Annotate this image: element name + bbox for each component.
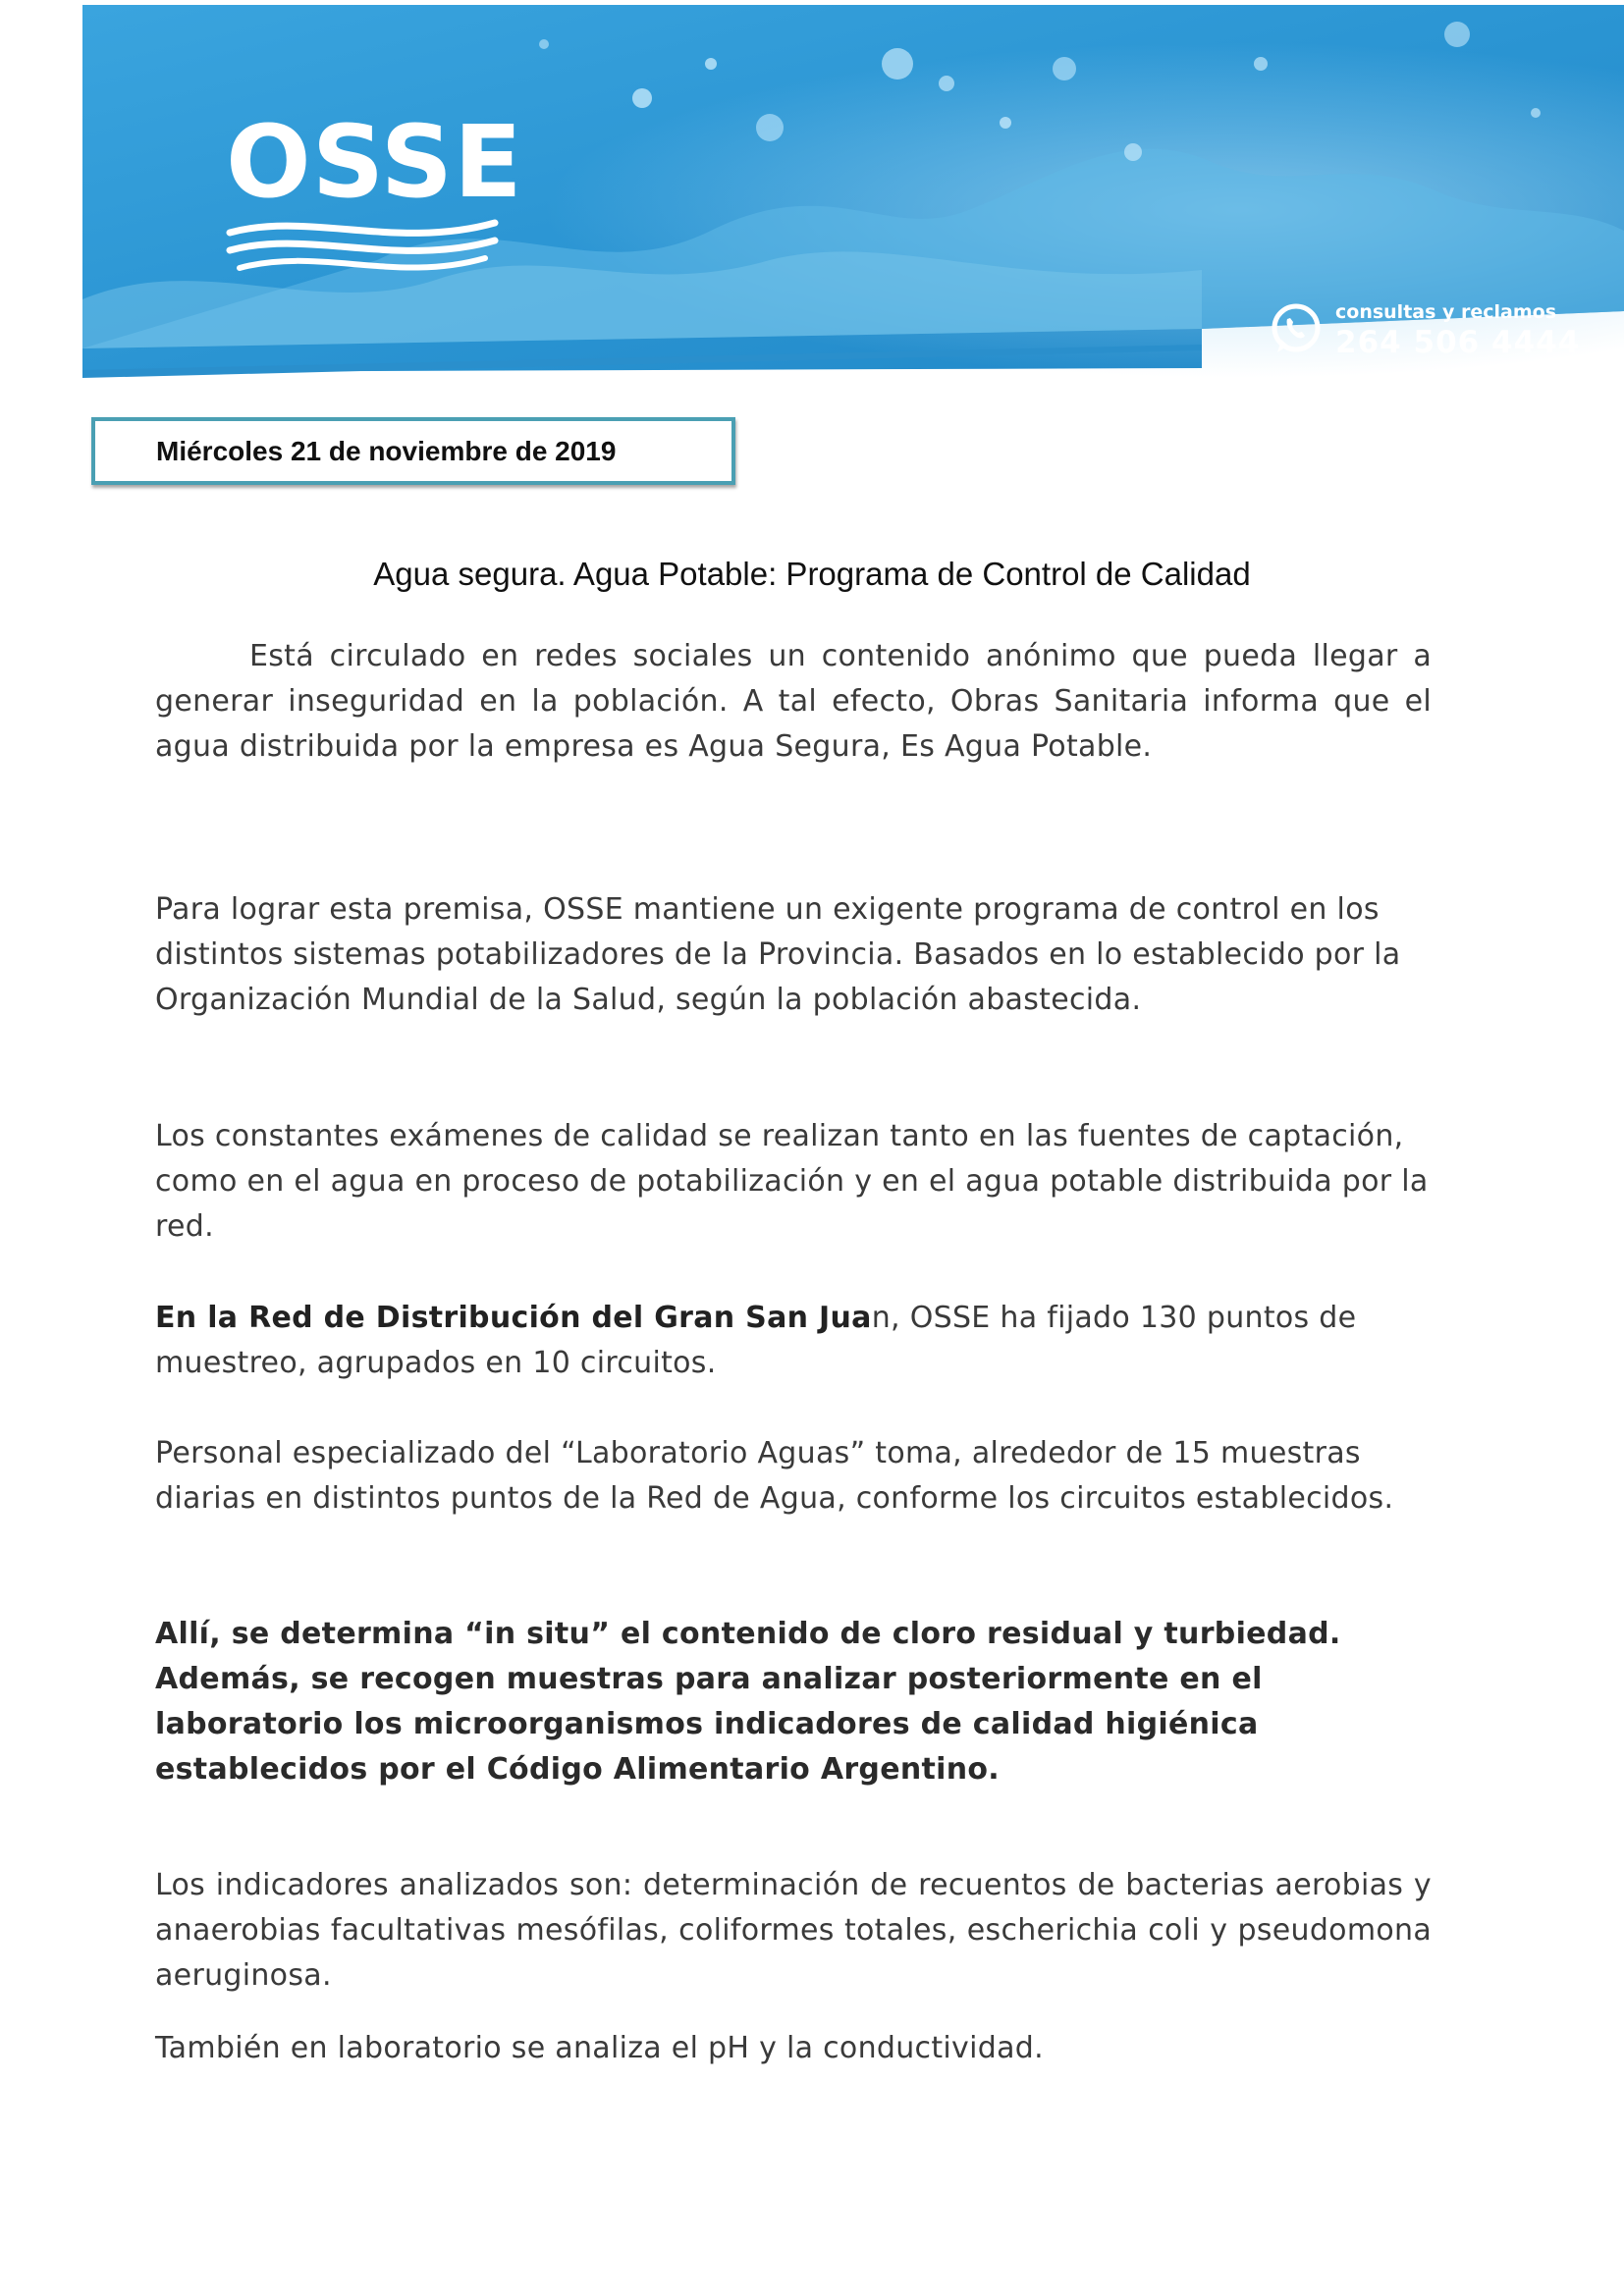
paragraph-7: Los indicadores analizados son: determinación de recuentos de bacterias aerobias y anaerobias facultativas mesófilas, coliformes totales, escherichia coli y pseudomona aeruginosa. <box>155 1868 1432 1993</box>
osse-logo: OSSE <box>226 104 523 221</box>
paragraph-1: Está circulado en redes sociales un contenido anónimo que pueda llegar a generar inseguridad en la población. A tal efecto, Obras Sanitaria informa que el agua distribuida por la empresa es Agua Segura, Es Agua Potable. <box>155 639 1432 764</box>
paragraph-4 <box>155 1296 1432 1386</box>
header-banner <box>82 5 1624 380</box>
date-box <box>91 417 735 485</box>
contact-label: consultas y reclamos <box>1335 301 1557 323</box>
paragraph-4-rest: n, OSSE ha fijado 130 puntos de muestreo, agrupados en 10 circuitos. <box>155 1301 1357 1380</box>
paragraph-6: Allí, se determina “in situ” el contenido de cloro residual y turbiedad. Además, se recogen muestras para analizar posteriormente en el laboratorio los microorganismos indicadores de calidad higiénica establecidos por el Código Alimentario Argentino. <box>155 1617 1341 1787</box>
paragraph-4-bold: En la Red de Distribución del Gran San Jua <box>155 1301 872 1335</box>
phone-number: 264 506 4444 <box>1335 325 1581 360</box>
paragraph-2: Para lograr esta premisa, OSSE mantiene un exigente programa de control en los distintos sistemas potabilizadores de la Provincia. Basados en lo establecido por la Organización Mundial de la Salud, según la población abastecida. <box>155 892 1401 1017</box>
contact-block <box>1269 297 1624 370</box>
whatsapp-icon <box>1269 301 1324 356</box>
document-title: Agua segura. Agua Potable: Programa de Control de Calidad <box>373 556 1251 592</box>
date-text: Miércoles 21 de noviembre de 2019 <box>156 435 617 466</box>
paragraph-5: Personal especializado del “Laboratorio Aguas” toma, alrededor de 15 muestras diarias en distintos puntos de la Red de Agua, conforme los circuitos establecidos. <box>155 1436 1394 1516</box>
paragraph-8: También en laboratorio se analiza el pH y la conductividad. <box>155 2031 1044 2065</box>
paragraph-3: Los constantes exámenes de calidad se realizan tanto en las fuentes de captación, como en el agua en proceso de potabilización y en el agua potable distribuida por la red. <box>155 1119 1429 1244</box>
